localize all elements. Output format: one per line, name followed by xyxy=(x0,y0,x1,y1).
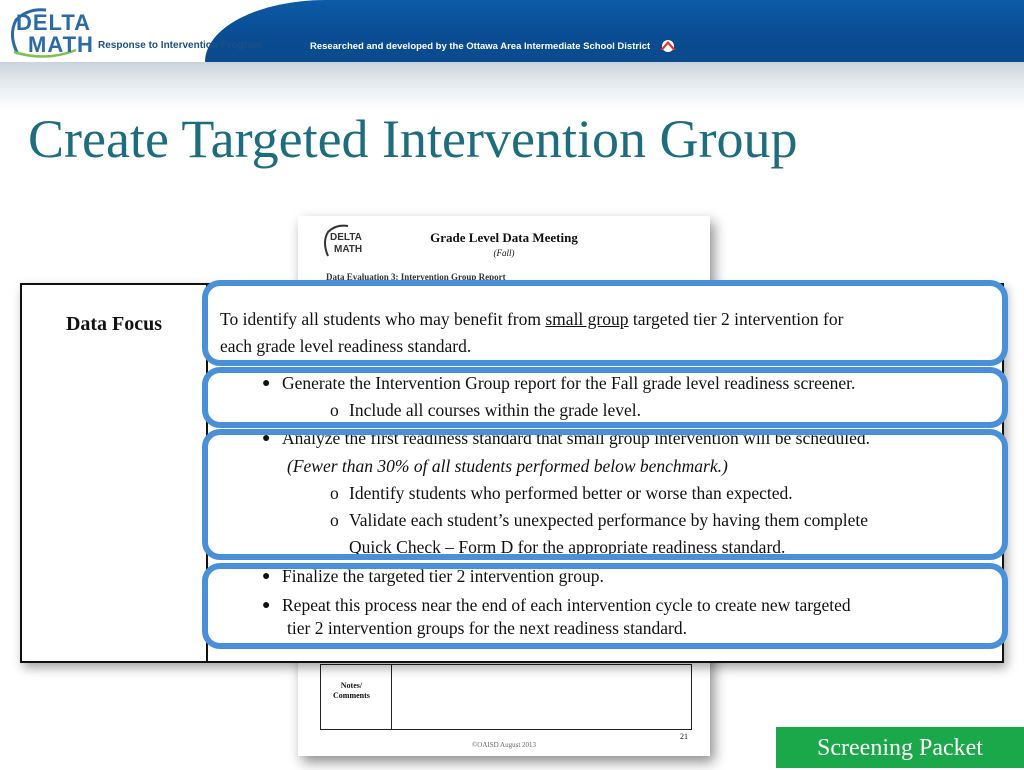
header-banner xyxy=(0,0,1024,62)
doc-partial-line: Data Evaluation 3: Intervention Group Report xyxy=(326,272,506,282)
doc-notes-table xyxy=(320,664,692,730)
step-3: Finalize the targeted tier 2 intervention group. xyxy=(282,566,604,586)
bullet-icon: ● xyxy=(262,598,271,613)
delta-math-logo xyxy=(6,6,96,58)
bullet-icon: ● xyxy=(262,431,271,446)
focus-pre: To identify all students who may benefit from xyxy=(220,309,546,329)
circle-bullet-icon: o xyxy=(330,510,339,530)
banner-shadow xyxy=(0,62,1024,110)
bullet-icon: ● xyxy=(262,376,271,391)
step-4-line-2: tier 2 intervention groups for the next readiness standard. xyxy=(287,618,687,638)
circle-bullet-icon: o xyxy=(330,483,339,503)
program-name: Response to Intervention Program xyxy=(98,40,262,51)
highlight-box-finalize xyxy=(202,563,1008,649)
step-2-sub-2: Validate each student’s unexpected performance by having them complete xyxy=(349,510,868,530)
researched-by-text: Researched and developed by the Ottawa Area Intermediate School District xyxy=(310,41,651,52)
bullet-icon: ● xyxy=(262,569,271,584)
doc-subheading: (Fall) xyxy=(493,248,515,258)
data-focus-label: Data Focus xyxy=(65,313,163,335)
focus-post: targeted tier 2 intervention for xyxy=(628,309,844,329)
svg-text:MATH: MATH xyxy=(334,244,363,255)
oaisd-emblem-icon xyxy=(655,38,681,54)
doc-heading: Grade Level Data Meeting xyxy=(430,230,578,245)
logo-math-text: MATH xyxy=(28,32,94,57)
svg-text:DELTA: DELTA xyxy=(330,232,362,243)
logo-delta-text: DELTA xyxy=(16,10,92,35)
step-2: Analyze the first readiness standard that small group intervention will be scheduled. xyxy=(282,428,871,448)
screening-packet-badge: Screening Packet xyxy=(776,727,1024,768)
circle-bullet-icon: o xyxy=(330,400,339,420)
doc-footer: ©OAISD August 2013 xyxy=(471,741,537,749)
highlight-box-focus xyxy=(202,280,1008,366)
doc-notes-label-2: Comments xyxy=(333,691,370,700)
step-2-sub-2-line-2: Quick Check – Form D for the appropriate readiness standard. xyxy=(349,537,786,557)
slide-title: Create Targeted Intervention Group xyxy=(28,109,798,169)
step-1: Generate the Intervention Group report for the Fall grade level readiness screener. xyxy=(282,373,856,393)
doc-notes-label-1: Notes/ xyxy=(340,681,363,690)
doc-page-number: 21 xyxy=(680,732,688,741)
step-4: Repeat this process near the end of each intervention cycle to create new targeted xyxy=(282,595,851,615)
doc-table-divider xyxy=(391,665,392,729)
highlight-box-generate xyxy=(202,367,1008,428)
focus-line-2: each grade level readiness standard. xyxy=(220,336,472,356)
step-1-sub: Include all courses within the grade level. xyxy=(349,400,642,420)
focus-underlined: small group xyxy=(545,309,629,329)
doc-notes-label xyxy=(333,681,370,701)
step-2-sub-1: Identify students who performed better or worse than expected. xyxy=(349,483,793,503)
step-2-note: (Fewer than 30% of all students performed below benchmark.) xyxy=(287,456,728,476)
highlight-box-analyze xyxy=(202,429,1008,560)
banner-blue-band xyxy=(205,0,1024,62)
